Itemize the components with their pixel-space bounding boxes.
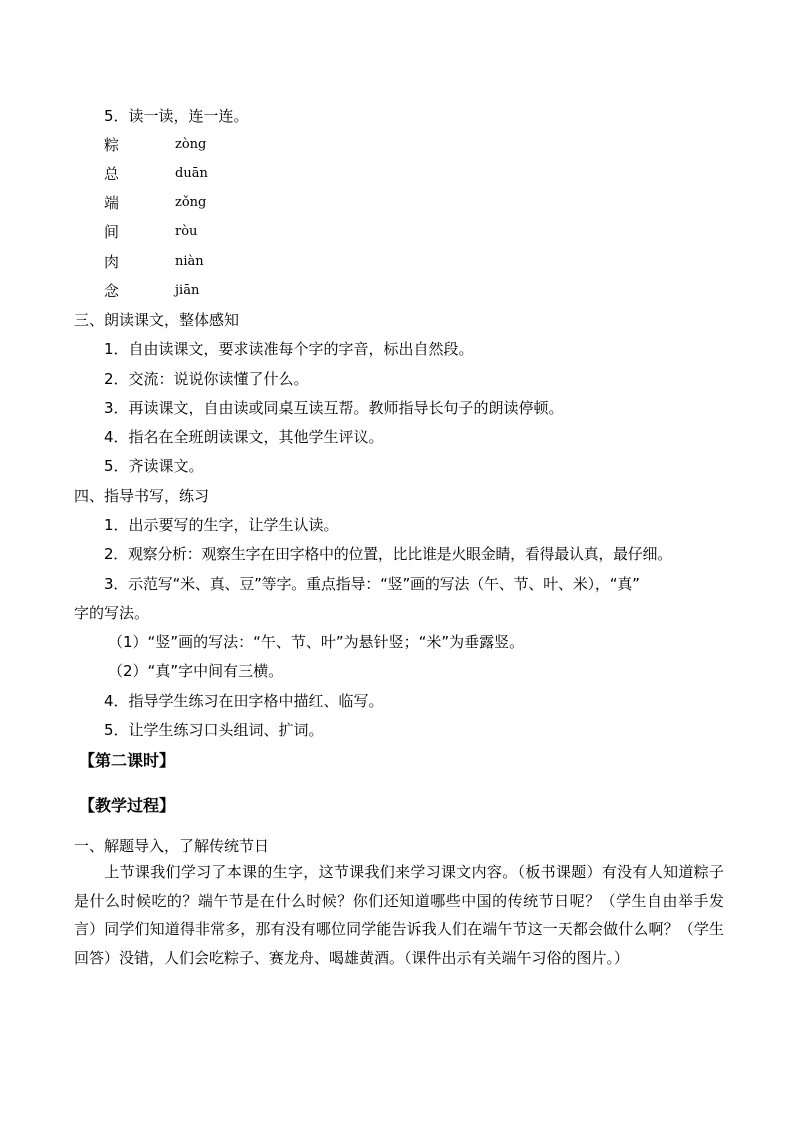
section3-item: 2．交流：说说你读懂了什么。 (104, 370, 309, 388)
pair-char: 端 (104, 194, 120, 212)
section3-title: 三、朗读课文，整体感知 (74, 311, 240, 329)
pair-pinyin: ròu (175, 224, 198, 239)
section4-item: 1．出示要写的生字，让学生认读。 (104, 516, 339, 534)
process-heading: 【教学过程】 (79, 796, 176, 815)
pair-char: 总 (104, 165, 120, 183)
section4-subitem: （2）“真”字中间有三横。 (108, 662, 284, 680)
section3-item: 1．自由读课文，要求读准每个字的字音，标出自然段。 (104, 340, 474, 358)
pair-pinyin: duān (175, 166, 208, 181)
section4-item: 5．让学生练习口头组词、扩词。 (104, 721, 324, 739)
pair-char: 粽 (104, 136, 120, 154)
section3-item: 4．指名在全班朗读课文，其他学生评议。 (104, 428, 384, 446)
section1-paragraph-text: 上节课我们学习了本课的生字，这节课我们来学习课文内容。（板书课题）有没有人知道粽子是什么时候吃的？端午节是在什么时候？你们还知道哪些中国的传统节日呢？（学生自由举手发言）同学们知道得非常多，那有没有哪位同学能告诉我人们在端午节这一天都会做什么啊？（学生回答）没错，人们会吃粽子、赛龙舟、喝雄黄酒。（课件出示有关端午习俗的图片。） (74, 863, 724, 967)
section4-title: 四、指导书写，练习 (74, 487, 210, 505)
section4-item: 3．示范写“米、真、豆”等字。重点指导：“竖”画的写法（午、节、叶、米），“真” (104, 575, 640, 593)
pair-pinyin: jiān (175, 283, 200, 298)
section4-item-continued: 字的写法。 (74, 604, 150, 622)
pair-char: 念 (104, 282, 120, 300)
section4-subitem: （1）“竖”画的写法：“午、节、叶”为悬针竖；“米”为垂露竖。 (108, 633, 525, 651)
section3-item: 3．再读课文，自由读或同桌互读互帮。教师指导长句子的朗读停顿。 (104, 399, 564, 417)
section4-item: 2．观察分析：观察生字在田字格中的位置，比比谁是火眼金睛，看得最认真，最仔细。 (104, 545, 672, 563)
pair-char: 肉 (104, 253, 120, 271)
section1-paragraph (74, 858, 724, 972)
section3-item: 5．齐读课文。 (104, 457, 204, 475)
item5-title: 5．读一读，连一连。 (104, 107, 249, 125)
pair-char: 间 (104, 223, 120, 241)
pair-pinyin: zǒng (175, 195, 207, 210)
lesson2-heading: 【第二课时】 (79, 751, 176, 770)
pair-pinyin: niàn (175, 254, 204, 269)
pair-pinyin: zòng (175, 137, 207, 152)
section1-title: 一、解题导入，了解传统节日 (74, 837, 270, 855)
section4-item: 4．指导学生练习在田字格中描红、临写。 (104, 692, 384, 710)
